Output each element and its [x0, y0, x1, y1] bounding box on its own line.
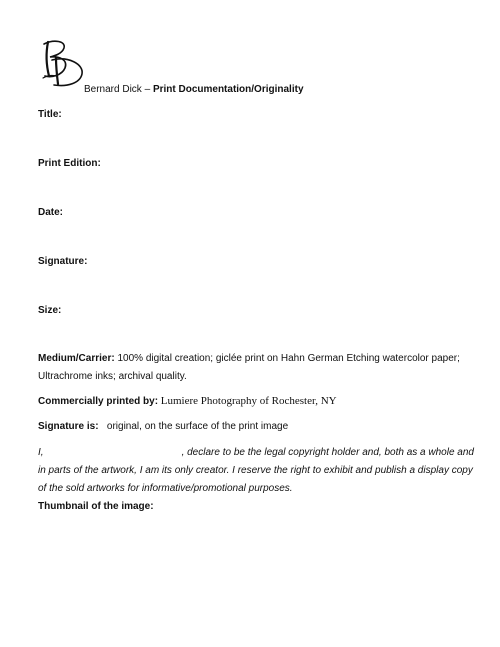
printed-by-paragraph	[38, 392, 478, 411]
document-header	[84, 84, 304, 95]
medium-carrier-paragraph	[38, 350, 478, 386]
signature-is-text: original, on the surface of the print image	[98, 421, 289, 432]
signature-is-label: Signature is:	[38, 421, 99, 432]
document-title: Print Documentation/Originality	[152, 84, 304, 95]
date-label: Date:	[38, 207, 64, 218]
signature-label: Signature:	[38, 256, 88, 267]
medium-carrier-text: 100% digital creation; giclée print on Hahn German Etching watercolor paper; Ultrachrome inks; archival quality.	[38, 353, 460, 382]
declaration-text: , declare to be the legal copyright holder and, both as a whole and in parts of the artwork, I am its only creator. I reserve the right to exhibit and publish a display copy of the sold artworks for informative/promotional purposes.	[38, 447, 474, 494]
printed-by-label: Commercially printed by:	[38, 396, 159, 407]
medium-carrier-label: Medium/Carrier:	[38, 353, 115, 364]
printed-by-text: Lumiere Photography of Rochester, NY	[158, 395, 337, 407]
header-separator: –	[141, 84, 153, 95]
thumbnail-label: Thumbnail of the image:	[38, 501, 154, 512]
signature-is-paragraph	[38, 418, 478, 436]
size-label: Size:	[38, 305, 62, 316]
bd-monogram-icon	[40, 38, 88, 88]
print-edition-label: Print Edition:	[38, 158, 101, 169]
author-name: Bernard Dick	[84, 84, 142, 95]
thumbnail-paragraph	[38, 498, 478, 516]
declaration-paragraph	[38, 444, 478, 498]
bd-monogram-logo	[40, 38, 88, 88]
declaration-prefix: I,	[38, 447, 44, 458]
title-label: Title:	[38, 109, 62, 120]
